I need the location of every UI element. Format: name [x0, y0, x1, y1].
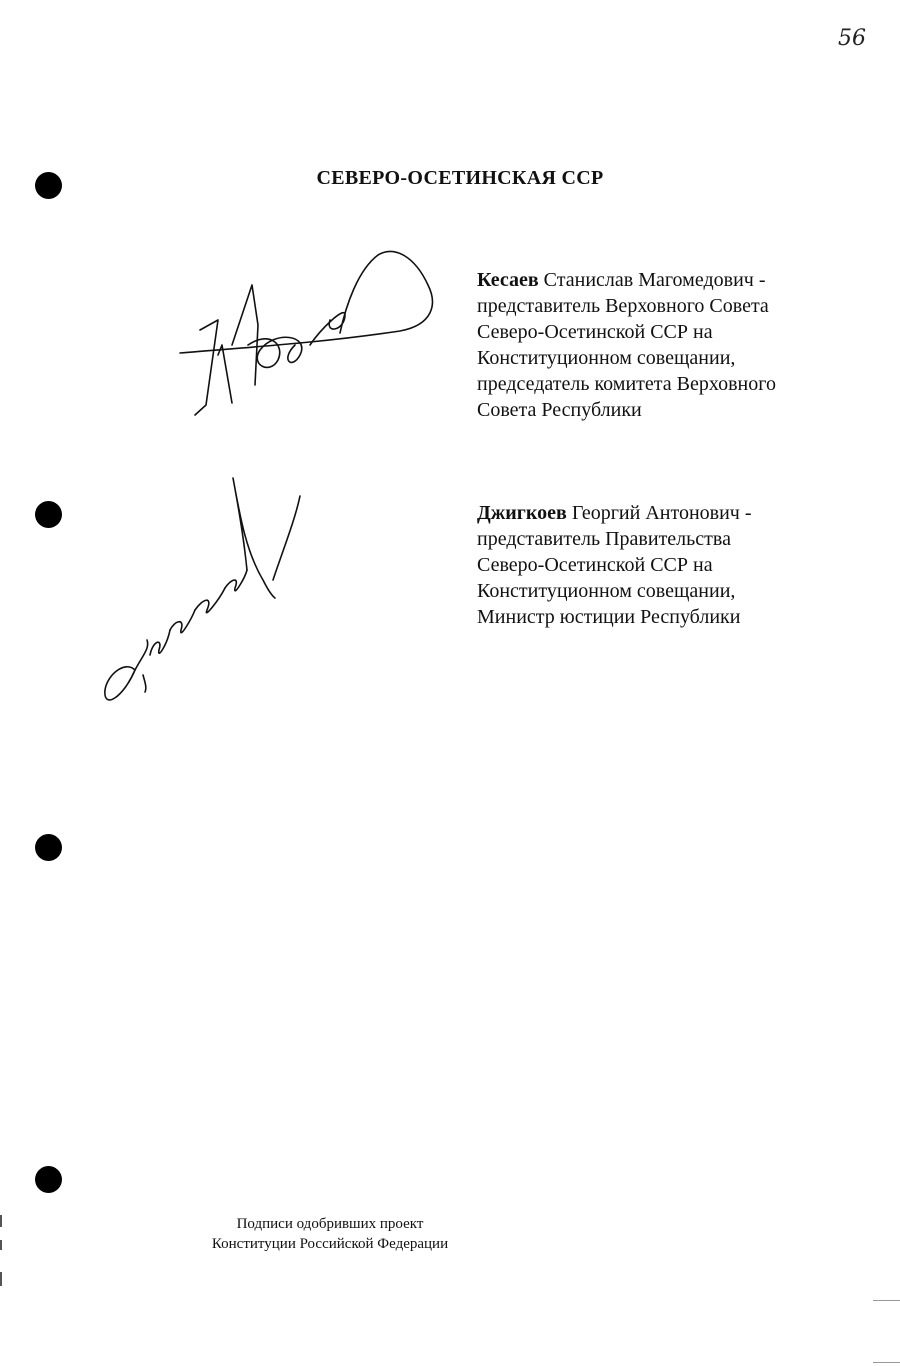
scan-rule-mark: [873, 1362, 900, 1363]
entry-line: Северо-Осетинской ССР на: [477, 321, 713, 343]
entry-line: председатель комитета Верховного: [477, 373, 776, 395]
footer-line-1: Подписи одобривших проект: [236, 1216, 424, 1232]
signatory-entry-dzhigkoev: [477, 500, 877, 630]
entry-line: представитель Верховного Совета: [477, 295, 769, 317]
signature-dzhigkoev: [95, 470, 325, 720]
entry-line: Совета Республики: [477, 399, 642, 421]
entry-line: Конституционном совещании,: [477, 580, 736, 602]
binder-hole-2: [35, 501, 62, 528]
entry-first-line: [477, 267, 877, 293]
footer-note: [150, 1214, 510, 1254]
binder-hole-3: [35, 834, 62, 861]
entry-line: Министр юстиции Республики: [477, 606, 741, 628]
document-title: СЕВЕРО-ОСЕТИНСКАЯ ССР: [316, 167, 604, 189]
signatory-name-rest: Станислав Магомедович -: [538, 269, 766, 291]
signature-kesaev: [170, 235, 450, 435]
entry-line: Конституционном совещании,: [477, 347, 736, 369]
scan-edge-mark: [0, 1240, 2, 1250]
signatory-surname: Кесаев: [477, 269, 539, 291]
entry-line: Северо-Осетинской ССР на: [477, 554, 713, 576]
signatory-entry-kesaev: [477, 267, 877, 423]
entry-first-line: [477, 500, 877, 526]
scan-rule-mark: [873, 1300, 900, 1301]
scan-edge-mark: [0, 1272, 2, 1286]
footer-line-2: Конституции Российской Федерации: [211, 1236, 449, 1252]
page-number: 56: [838, 26, 866, 51]
binder-hole-4: [35, 1166, 62, 1193]
signatory-surname: Джигкоев: [477, 502, 567, 524]
scan-edge-mark: [0, 1215, 2, 1227]
entry-line: представитель Правительства: [477, 528, 731, 550]
signatory-name-rest: Георгий Антонович -: [566, 502, 752, 524]
